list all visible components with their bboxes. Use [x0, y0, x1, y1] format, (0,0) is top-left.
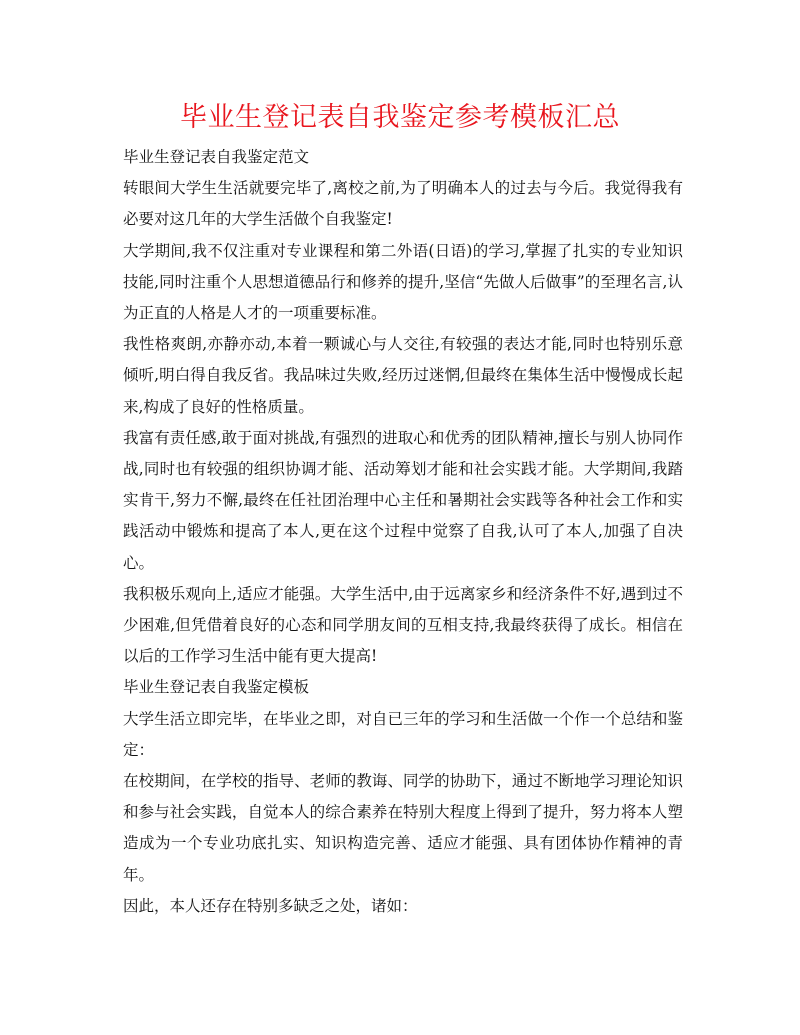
- paragraph-character: 我性格爽朗,亦静亦动,本着一颗诚心与人交往,有较强的表达才能,同时也特别乐意倾听,明白得自我反省。我品味过失败,经历过迷惘,但最终在集体生活中慢慢成长起来,构成了良好的性格质量。: [123, 335, 683, 416]
- section-heading-fanwen: 毕业生登记表自我鉴定范文: [123, 148, 310, 166]
- paragraph-responsibility: 我富有责任感,敢于面对挑战,有强烈的进取心和优秀的团队精神,擅长与别人协同作战,同时也有较强的组织协调才能、活动筹划才能和社会实践才能。大学期间,我踏实肯干,努力不懈,最终在任社团治理中心主任和暑期社会实践等各种社会工作和实践活动中锻炼和提高了本人,更在这个过程中觉察了自我,认可了本人,加强了自决心。: [123, 428, 683, 572]
- paragraph-intro: 转眼间大学生生活就要完毕了,离校之前,为了明确本人的过去与今后。我觉得我有必要对这几年的大学生活做个自我鉴定!: [123, 179, 683, 229]
- paragraph-optimism: 我积极乐观向上,适应才能强。大学生活中,由于远离家乡和经济条件不好,遇到过不少困难,但凭借着良好的心态和同学朋友间的互相支持,我最终获得了成长。相信在以后的工作学习生活中能有更大提高!: [123, 584, 683, 666]
- paragraph-summary-intro: 大学生活立即完毕，在毕业之即，对自已三年的学习和生活做一个作一个总结和鉴定：: [123, 709, 683, 759]
- paragraph-shortcomings: 因此，本人还存在特别多缺乏之处，诸如：: [123, 896, 418, 915]
- paragraph-study: 大学期间,我不仅注重对专业课程和第二外语(日语)的学习,掌握了扎实的专业知识技能,同时注重个人思想道德品行和修养的提升,坚信“先做人后做事”的至理名言,认为正直的人格是人才的一项重要标准。: [123, 241, 683, 323]
- section-heading-moban: 毕业生登记表自我鉴定模板: [123, 678, 310, 697]
- paragraph-school-period: 在校期间，在学校的指导、老师的教诲、同学的协助下，通过不断地学习理论知识和参与社会实践，自觉本人的综合素养在特别大程度上得到了提升，努力将本人塑造成为一个专业功底扎实、知识构造完善、适应才能强、具有团体协作精神的青年。: [123, 772, 683, 884]
- document-title: 毕业生登记表自我鉴定参考模板汇总: [180, 102, 620, 133]
- document-body: [123, 142, 683, 922]
